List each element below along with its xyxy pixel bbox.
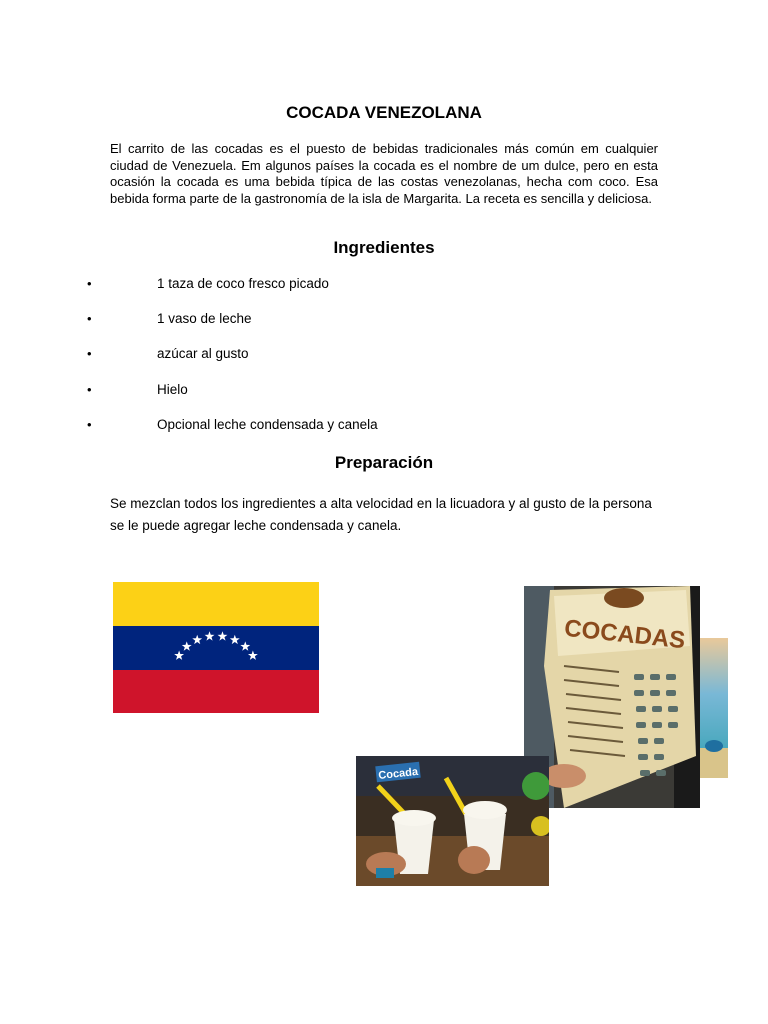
preparation-paragraph: Se mezclan todos los ingredientes a alta velocidad en la licuadora y al gusto de la persona se le puede agregar leche condensada y canela. — [110, 496, 652, 533]
document-title: COCADA VENEZOLANA — [286, 103, 482, 122]
bullet: • — [87, 381, 92, 397]
list-item — [0, 382, 768, 417]
ingredient-text: Hielo — [157, 381, 188, 397]
ingredients-list — [0, 276, 768, 452]
bullet: • — [87, 276, 92, 291]
venezuela-flag-image — [113, 582, 319, 713]
bullet: • — [87, 416, 92, 432]
preparation-heading: Preparación — [334, 453, 434, 472]
cup-logo-text: Cocada — [377, 765, 419, 783]
flag-yellow-stripe — [113, 582, 319, 626]
ingredient-text: 1 vaso de leche — [157, 311, 252, 327]
cocadas-menu-photo — [524, 586, 700, 808]
cocada-cups-photo — [356, 756, 549, 886]
intro-paragraph: El carrito de las cocadas es el puesto de bebidas tradicionales más común em cualquier ciudad de Venezuela. Em algunos países la cocada es el nombre de um dulce, pero en esta ocasión la cocada es uma bebida típica de las costas venezolanas, hecha com coco. Esa bebida forma parte de la gastronomía de la isla de Margarita. La receta es sencilla y deliciosa. — [110, 141, 658, 206]
bullet: • — [87, 346, 92, 362]
ingredients-heading: Ingredientes — [333, 238, 435, 257]
ingredient-text: 1 taza de coco fresco picado — [157, 276, 329, 291]
flag-blue-stripe — [113, 626, 319, 670]
ingredient-text: Opcional leche condensada y canela — [157, 416, 378, 432]
menu-sign-title: COCADAS — [563, 614, 687, 655]
list-item — [0, 311, 768, 346]
list-item — [0, 346, 768, 381]
ingredient-text: azúcar al gusto — [157, 346, 249, 362]
list-item — [0, 276, 768, 311]
bullet: • — [87, 311, 92, 327]
list-item — [0, 417, 768, 452]
flag-red-stripe — [113, 670, 319, 713]
